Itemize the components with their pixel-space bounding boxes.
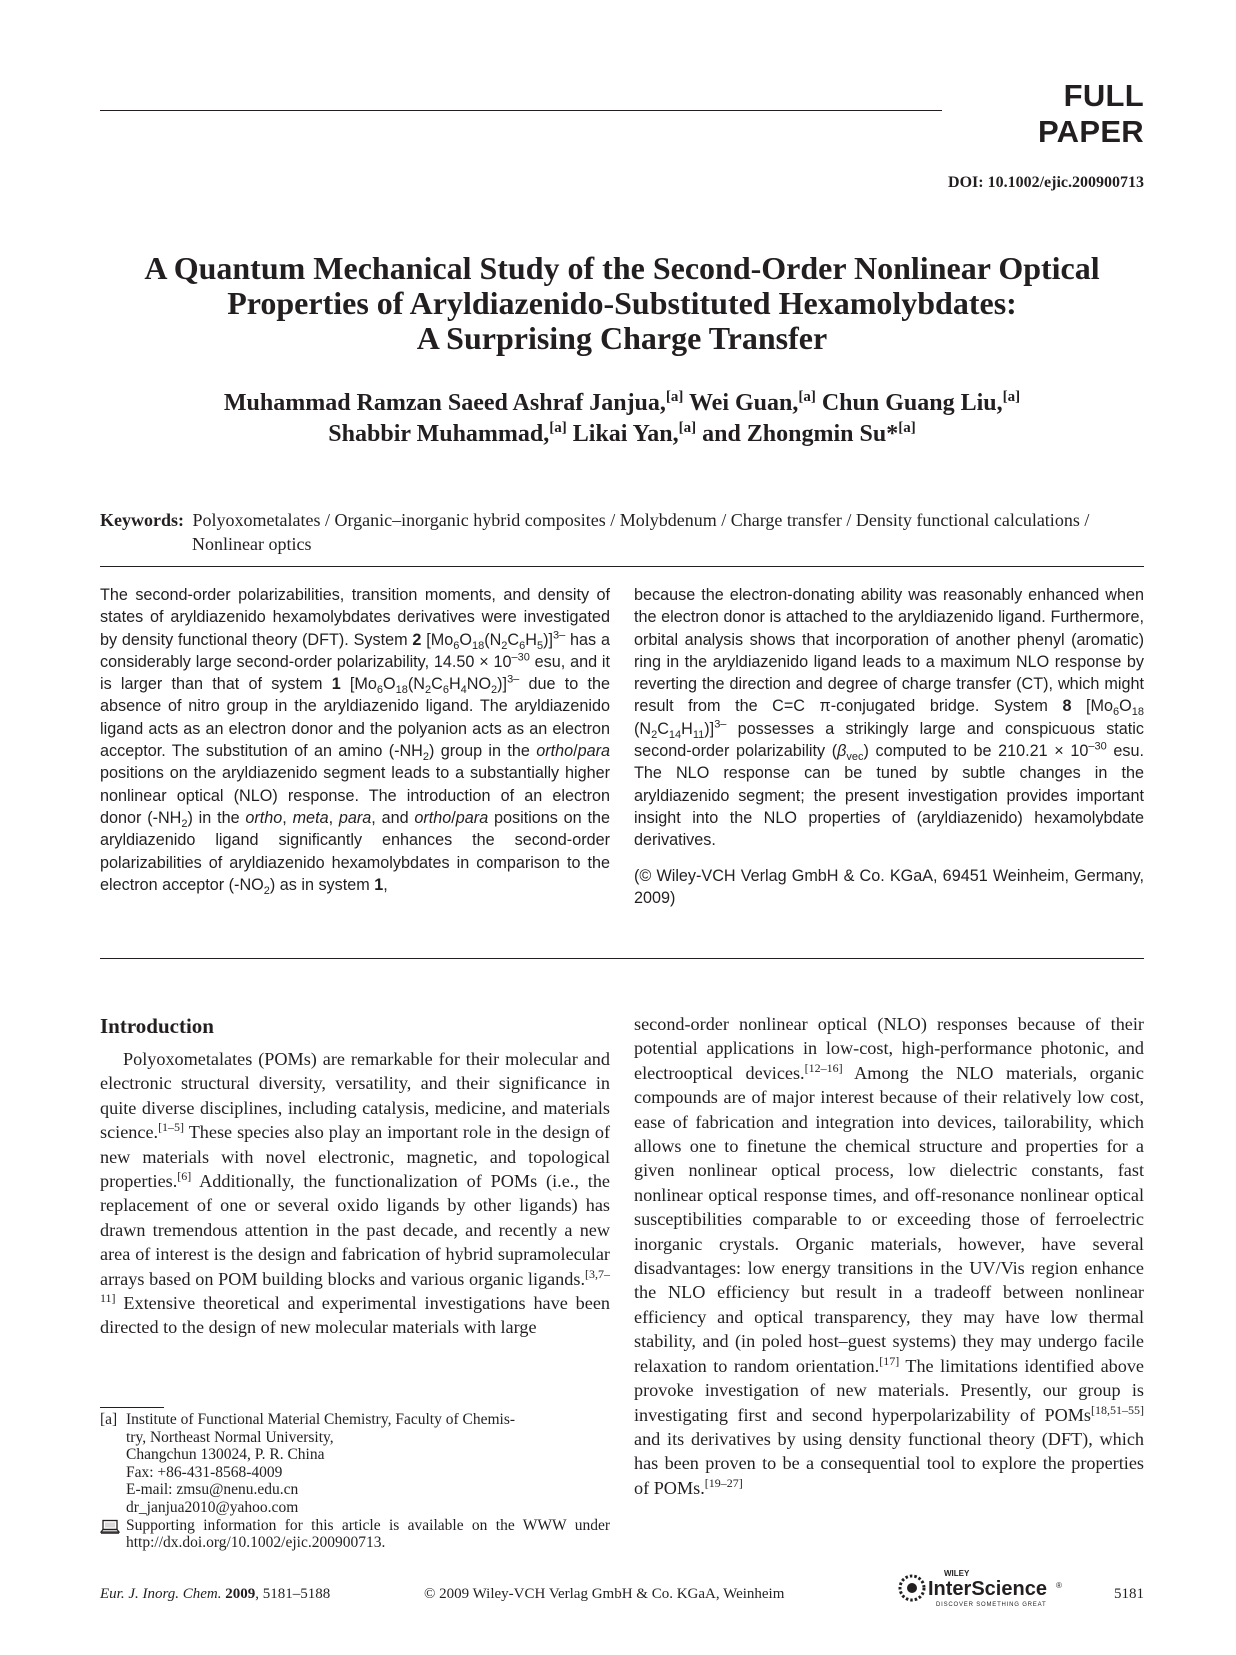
affiliation-line: try, Northeast Normal University,: [126, 1428, 334, 1446]
keywords-rule: [100, 566, 1144, 567]
author-name: and Zhongmin Su*: [702, 421, 899, 447]
page-number: 5181: [1114, 1586, 1144, 1602]
doi: DOI: 10.1002/ejic.200900713: [948, 174, 1144, 191]
author-name: Muhammad Ramzan Saeed Ashraf Janjua,: [223, 390, 666, 416]
author-name: Shabbir Muhammad,: [328, 421, 550, 447]
footnotes: [100, 1411, 610, 1552]
affiliation-line: dr_janjua2010@yahoo.com: [126, 1498, 299, 1516]
footnote-label: [a]: [100, 1411, 118, 1428]
body-paragraph: second-order nonlinear optical (NLO) responses because of their potential applications in low-cost, high-performance photonic, and electrooptical devices.[12–16] Among the NLO materials, organic compounds are of major interest because of their relatively low cost, ease of fabrication and integration into devices, tailorability, which allows one to finetune the chemical structure and properties for a given nonlinear optical process, low dielectric constants, fast nonlinear optical response times, and off-resonance nonlinear optical susceptibilities comparable to or exceeding those of ferroelectric inorganic crystals. Organic materials, however, have several disadvantages: low energy transitions in the UV/Vis region enhance the NLO efficiency but result in a tradeoff between nonlinear efficiency and optical transparency, they may have low thermal stability, and (in poled host–guest systems) they may undergo facile relaxation to random orientation.[17] The limitations identified above provoke investigation of new materials. Presently, our group is investigating first and second hyperpolarizability of POMs[18,51–55] and its derivatives by using density functional theory (DFT), which has been proven to be a consequential tool to explore the properties of POMs.[19–27]: [634, 1014, 1144, 1498]
journal-year: 2009: [225, 1586, 256, 1602]
keywords-label: Keywords:: [100, 510, 184, 530]
author-name: Likai Yan,: [572, 421, 679, 447]
section-label: FULL PAPER: [1037, 78, 1144, 149]
author-line: [100, 388, 1144, 419]
affiliation-line: Changchun 130024, P. R. China: [126, 1446, 325, 1464]
abstract-copyright: (© Wiley-VCH Verlag GmbH & Co. KGaA, 69451 Weinheim, Germany, 2009): [634, 866, 1144, 907]
header-rule: [100, 110, 942, 111]
author-affiliation: [a]: [549, 420, 567, 436]
interscience-logo: [896, 1566, 1068, 1610]
affiliation-line: Fax: +86-431-8568-4009: [126, 1463, 283, 1481]
affiliation-line: E-mail: zmsu@nenu.edu.cn: [126, 1481, 299, 1499]
section-heading: Introduction: [100, 1014, 214, 1038]
computer-icon: [100, 1519, 120, 1535]
intro-column-left: [100, 1013, 610, 1340]
body-paragraph: Polyoxometalates (POMs) are remarkable for their molecular and electronic structural diversity, versatility, and their significance in quite diverse disciplines, including catalysis, medicine, and materials science.[1–5] These species also play an important role in the design of new materials with novel electronic, magnetic, and topological properties.[6] Additionally, the functionalization of POMs (i.e., the replacement of one or several oxido ligands by other ligands) has drawn tremendous attention in the past decade, and recently a new area of interest is the design and fabrication of hybrid supramolecular arrays based on POM building blocks and various organic ligands.[3,7–11] Extensive theoretical and experimental investigations have been directed to the design of new molecular materials with large: [100, 1049, 610, 1338]
logo-registered-text: ®: [1056, 1581, 1062, 1590]
keywords: [100, 508, 1144, 556]
author-list: [100, 388, 1144, 450]
author-affiliation: [a]: [665, 389, 684, 405]
title-line: A Quantum Mechanical Study of the Second-Order Nonlinear Optical: [144, 250, 1100, 286]
logo-small-text: WILEY: [944, 1569, 970, 1578]
logo-main-text: InterScience: [928, 1578, 1047, 1600]
abstract-column-right: [634, 584, 1144, 909]
journal-citation: [100, 1586, 330, 1603]
affiliation-line: Institute of Functional Material Chemistry, Faculty of Chemis-: [126, 1411, 516, 1428]
keywords-text: Polyoxometalates / Organic–inorganic hybrid composites / Molybdenum / Charge transfer / Density functional calculations / Nonlinear optics: [192, 510, 1090, 554]
author-affiliation: [a]: [1002, 389, 1021, 405]
intro-column-right: [634, 1012, 1144, 1500]
author-affiliation: [a]: [898, 420, 916, 436]
title-line: A Surprising Charge Transfer: [416, 320, 828, 356]
abstract-text: because the electron-donating ability was reasonably enhanced when the electron donor is attached to the aryldiazenido ligand. Furthermore, orbital analysis shows that incorporation of another phenyl (aromatic) ring in the aryldiazenido ligand leads to a maximum NLO response by reverting the direction and degree of charge transfer (CT), which might result from the C=C π-conjugated bridge. System 8 [$Mo_6O_{18}$ $(N_2C_{14}H_{11})]^{3-}$ possesses a strikingly large and conspicuous static second-order polarizability $(\beta_{vec})$ computed to be $210.21 \times 10^{-30}$ esu. The NLO response can be tuned by subtle changes in the aryldiazenido segment; the present investigation provides important insight into the NLO properties of (aryldiazenido) hexamolybdate derivatives.: [634, 586, 1144, 850]
affiliation-text: [126, 1411, 610, 1517]
abstract-column-left: [100, 584, 610, 896]
footnote-rule: [100, 1407, 164, 1408]
supporting-info-footnote: [100, 1517, 610, 1552]
author-affiliation: [a]: [678, 420, 697, 436]
affiliation-footnote: [100, 1411, 610, 1517]
article-title: [100, 251, 1144, 356]
author-line: [100, 419, 1144, 450]
author-name: Chun Guang Liu,: [821, 390, 1003, 416]
logo-tagline-text: DISCOVER SOMETHING GREAT: [936, 1602, 1047, 1608]
title-line: Properties of Aryldiazenido-Substituted Hexamolybdates:: [227, 285, 1017, 321]
journal-name: Eur. J. Inorg. Chem.: [100, 1586, 222, 1602]
footer-copyright: © 2009 Wiley-VCH Verlag GmbH & Co. KGaA, Weinheim: [424, 1586, 785, 1602]
author-name: Wei Guan,: [688, 390, 799, 416]
journal-pages: , 5181–5188: [255, 1586, 331, 1602]
abstract-text: The second-order polarizabilities, transition moments, and density of states of aryldiazenido hexamolybdates derivatives were investigated by density functional theory (DFT). System 2 $[Mo_6O_{18}(N_2C_6H_5)]^{3-}$ has a considerably large second-order polarizability, $14.50 \times 10^{-30}$ esu, and it is larger than that of system 1 $[Mo_6O_{18}(N_2C_6H_4NO_2)]^{3-}$ due to the absence of nitro group in the aryldiazenido ligand. The aryldiazenido ligand acts as an electron donor and the polyanion acts as an electron acceptor. The substitution of an amino $(-NH_2)$ group in the ortho/para positions on the aryldiazenido segment leads to a substantially higher nonlinear optical (NLO) response. The introduction of an electron donor $(-NH_2)$ in the ortho, meta, para, and ortho/para positions on the aryldiazenido ligand significantly enhances the second-order polarizabilities of aryldiazenido hexamolybdates in comparison to the electron acceptor $(-NO_2)$ as in system 1,: [100, 586, 610, 898]
supporting-info-text: Supporting information for this article is available on the WWW under http://dx.doi.org/10.1002/ejic.200900713.: [126, 1516, 610, 1552]
author-affiliation: [a]: [798, 389, 816, 405]
abstract-rule: [100, 958, 1144, 959]
